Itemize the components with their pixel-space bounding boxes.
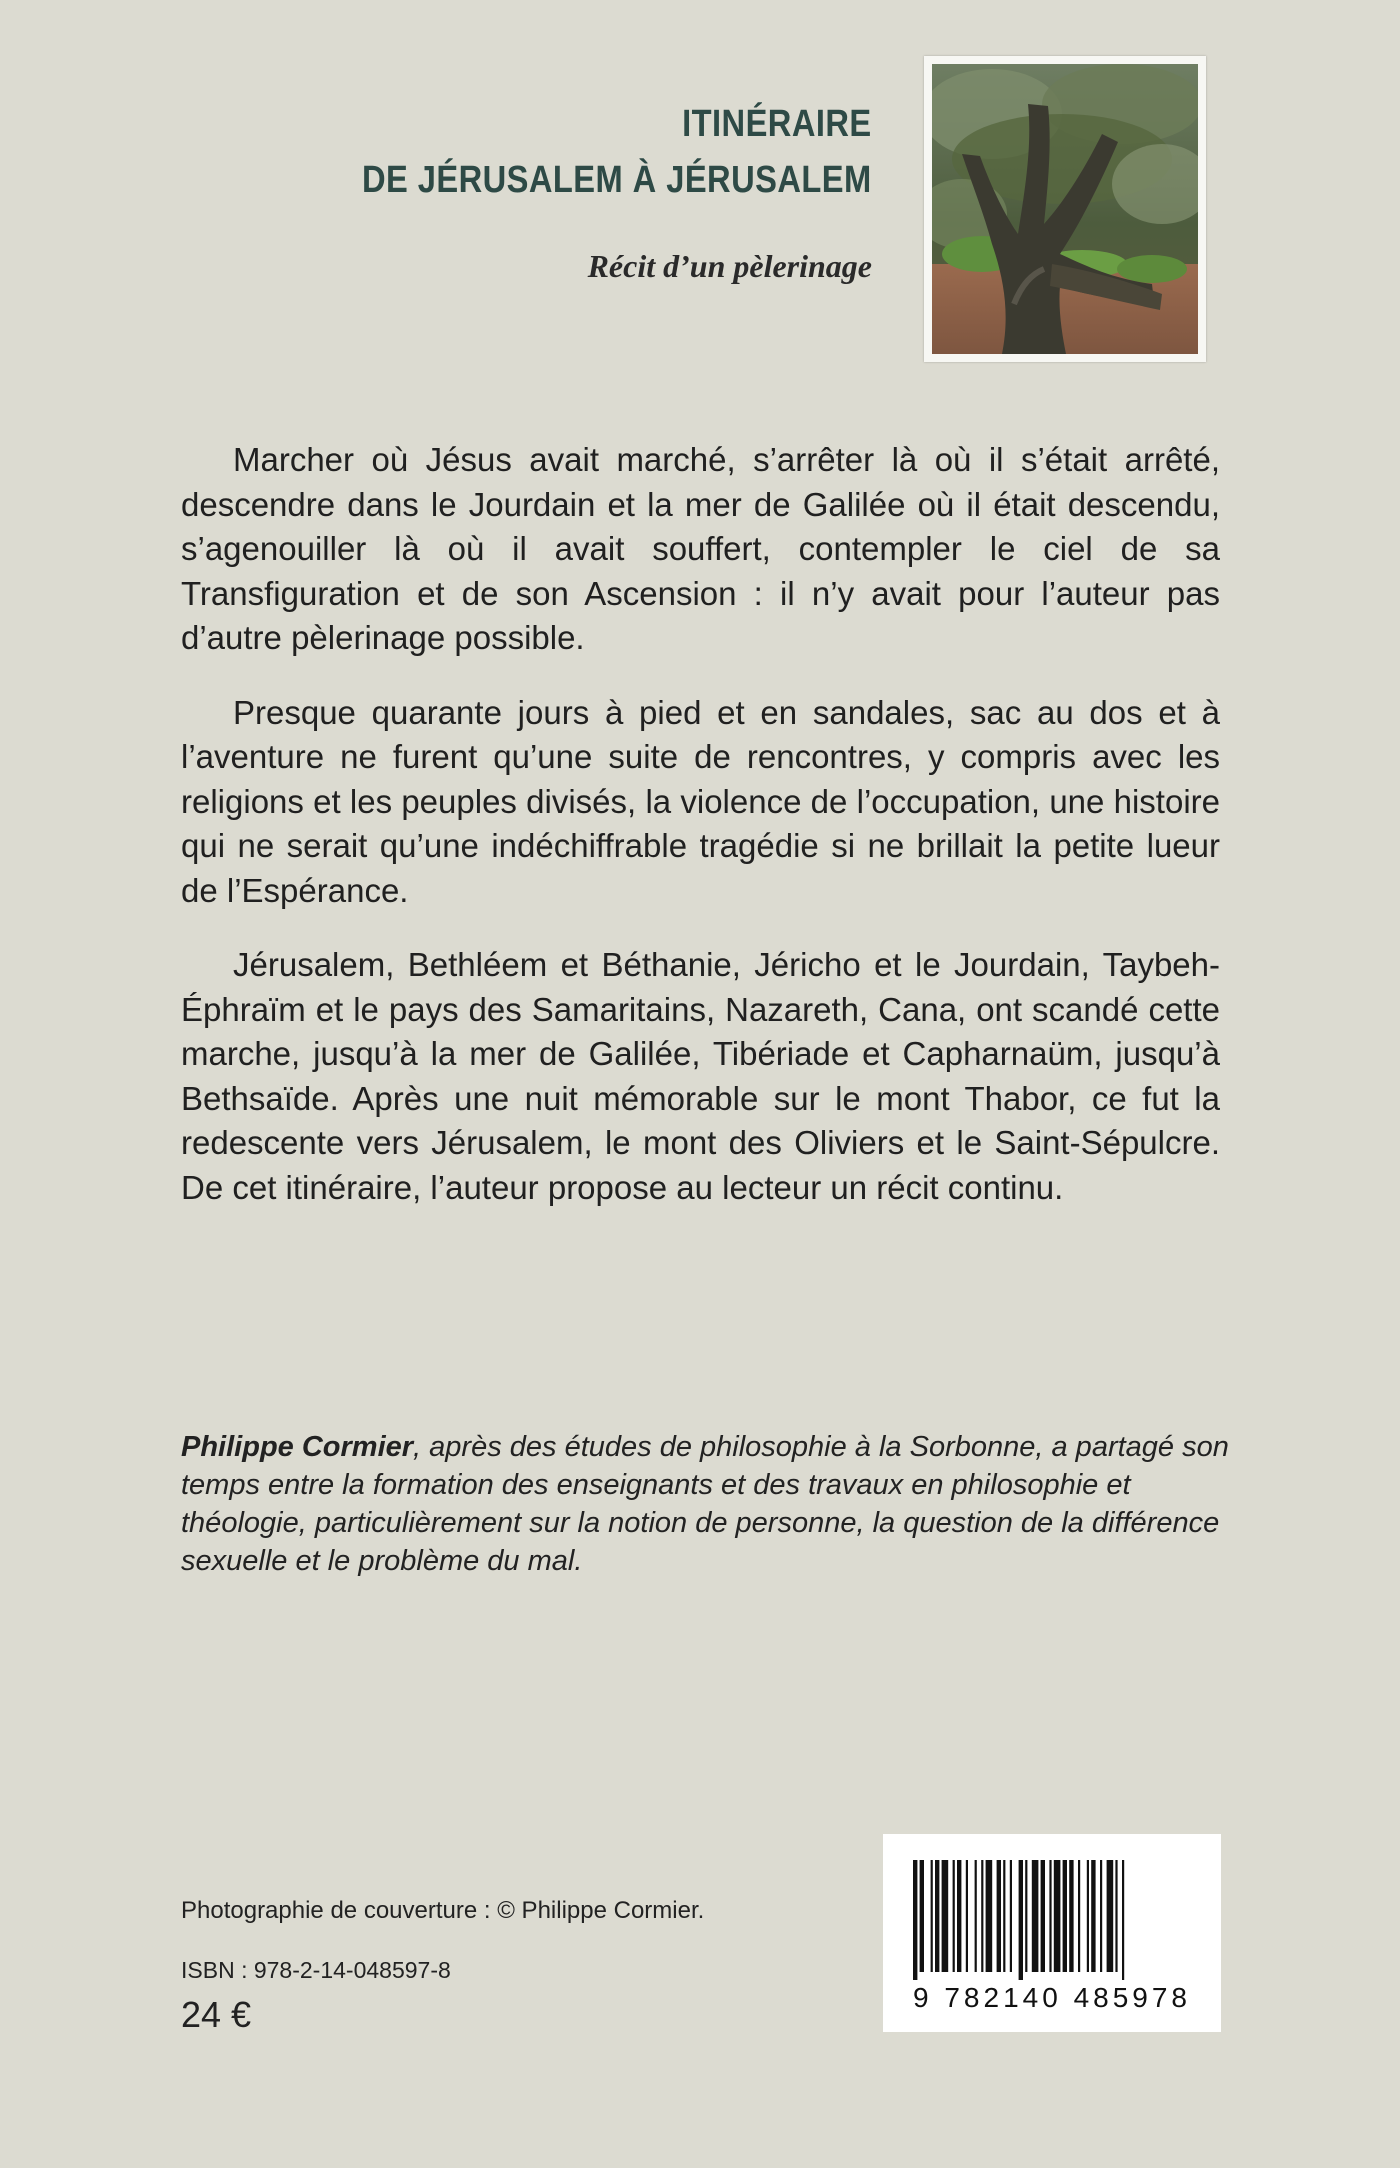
barcode-bar xyxy=(997,1860,1001,1972)
barcode-bar xyxy=(1003,1860,1005,1972)
barcode-bar xyxy=(935,1860,939,1972)
barcode-bar xyxy=(1054,1860,1061,1972)
paragraph-1: Marcher où Jésus avait marché, s’arrêter là où il s’était arrêté, descendre dans le Jourdain et la mer de Galilée où il était descendu, s’agenouiller là où il avait souffert, contempler le ciel de sa Transfiguration et de son Ascension : il n’y avait pour l’auteur pas d’autre pèlerinage possible. xyxy=(181,441,1220,656)
barcode-bar xyxy=(966,1860,968,1972)
olive-tree-image xyxy=(932,64,1198,354)
barcode-bar xyxy=(975,1860,977,1972)
barcode-bar xyxy=(1025,1860,1027,1972)
barcode-bar xyxy=(1019,1860,1023,1980)
price: 24 € xyxy=(181,1994,252,2035)
barcode-bar xyxy=(981,1860,983,1972)
barcode-bar xyxy=(1091,1860,1095,1972)
photo-credit: Photographie de couverture : © Philippe Cormier. xyxy=(181,1897,705,1924)
back-cover-text xyxy=(181,438,1220,1240)
barcode-bars xyxy=(913,1860,1191,1980)
barcode-bar xyxy=(953,1860,955,1972)
author-bio xyxy=(181,1428,1241,1580)
barcode-bar xyxy=(1010,1860,1012,1972)
barcode-bar xyxy=(1063,1860,1067,1972)
book-title xyxy=(362,96,872,208)
author-name: Philippe Cormier xyxy=(181,1431,414,1463)
barcode-bar xyxy=(1115,1860,1117,1972)
barcode-bar xyxy=(1069,1860,1073,1972)
barcode-bar xyxy=(1041,1860,1045,1972)
barcode-bar xyxy=(1078,1860,1080,1972)
book-subtitle: Récit d’un pèlerinage xyxy=(587,248,872,284)
barcode-bar xyxy=(1049,1860,1051,1972)
barcode-bar xyxy=(1122,1860,1124,1980)
barcode-bar xyxy=(1107,1860,1114,1972)
paragraph-2: Presque quarante jours à pied et en sandales, sac au dos et à l’aventure ne furent qu’une suite de rencontres, y compris avec les religions et les peuples divisés, la violence de l’occupation, une histoire qui ne serait qu’une indéchiffrable tragédie si ne brillait la petite lueur de l’Espérance. xyxy=(181,693,1220,909)
title-line-1: ITINÉRAIRE xyxy=(682,103,872,145)
barcode-bar xyxy=(920,1860,924,1972)
title-line-2: DE JÉRUSALEM À JÉRUSALEM xyxy=(362,159,872,201)
cover-photo-olive-tree xyxy=(924,56,1206,362)
author-bio-text: , après des études de philosophie à la Sorbonne, a partagé son temps entre la formation des enseignants et des travaux en philosophie et théologie, particulièrement sur la notion de personne, la question de la différence sexuelle et le problème du mal. xyxy=(181,1431,1229,1577)
barcode-bar xyxy=(986,1860,993,1972)
barcode-bar xyxy=(913,1860,917,1980)
isbn: ISBN : 978-2-14-048597-8 xyxy=(181,1957,451,1983)
barcode-bar xyxy=(931,1860,933,1972)
paragraph-3: Jérusalem, Bethléem et Béthanie, Jéricho et le Jourdain, Taybeh-Éphraïm et le pays des Samaritains, Nazareth, Cana, ont scandé cette marche, jusqu’à la mer de Galilée, Tibériade et Capharnaüm, jusqu’à Bethsaïde. Après une nuit mémorable sur le mont Thabor, ce fut la redescente vers Jérusalem, le mont des Oliviers et le Saint-Sépulcre. De cet itinéraire, l’auteur propose au lecteur un récit continu. xyxy=(181,946,1220,1206)
barcode-bar xyxy=(1087,1860,1089,1972)
barcode-bar xyxy=(1100,1860,1102,1972)
barcode-bar xyxy=(957,1860,961,1972)
barcode-bar xyxy=(1032,1860,1039,1972)
barcode-bar xyxy=(942,1860,949,1972)
barcode-digits: 9 782140 485978 xyxy=(913,1982,1191,2013)
barcode xyxy=(883,1834,1221,2032)
